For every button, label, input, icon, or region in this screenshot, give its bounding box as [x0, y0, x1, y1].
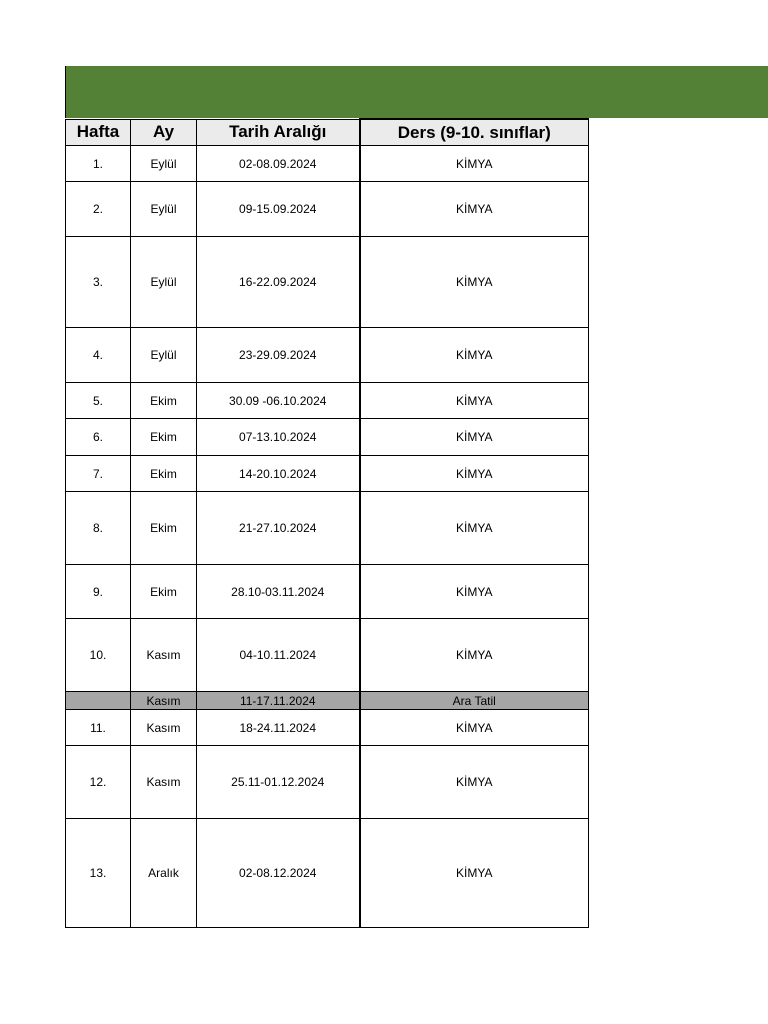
cell-date-range: 16-22.09.2024 — [197, 237, 360, 328]
cell-month: Aralık — [131, 819, 197, 928]
table-row — [66, 146, 589, 182]
header-week: Hafta — [66, 119, 131, 146]
cell-week: 3. — [66, 237, 131, 328]
cell-course: KİMYA — [360, 746, 589, 819]
cell-date-range: 02-08.12.2024 — [197, 819, 360, 928]
cell-date-range: 07-13.10.2024 — [197, 419, 360, 456]
cell-date-range: 02-08.09.2024 — [197, 146, 360, 182]
cell-month: Kasım — [131, 710, 197, 746]
cell-date-range: 23-29.09.2024 — [197, 328, 360, 383]
cell-course: KİMYA — [360, 146, 589, 182]
cell-week: 1. — [66, 146, 131, 182]
header-month: Ay — [131, 119, 197, 146]
cell-date-range: 14-20.10.2024 — [197, 456, 360, 492]
cell-month: Eylül — [131, 146, 197, 182]
cell-month: Ekim — [131, 456, 197, 492]
cell-course: KİMYA — [360, 328, 589, 383]
table-row — [66, 383, 589, 419]
cell-week: 11. — [66, 710, 131, 746]
table-row — [66, 746, 589, 819]
cell-course: KİMYA — [360, 237, 589, 328]
cell-date-range: 25.11-01.12.2024 — [197, 746, 360, 819]
table-row — [66, 456, 589, 492]
cell-course: KİMYA — [360, 456, 589, 492]
header-date-range: Tarih Aralığı — [197, 119, 360, 146]
cell-date-range: 30.09 -06.10.2024 — [197, 383, 360, 419]
cell-week: 4. — [66, 328, 131, 383]
table-row — [66, 710, 589, 746]
cell-week: 7. — [66, 456, 131, 492]
cell-date-range: 21-27.10.2024 — [197, 492, 360, 565]
cell-date-range: 28.10-03.11.2024 — [197, 565, 360, 619]
table-row — [66, 182, 589, 237]
cell-course: Ara Tatil — [360, 692, 589, 710]
cell-week: 12. — [66, 746, 131, 819]
cell-month: Eylül — [131, 182, 197, 237]
header-course: Ders (9-10. sınıflar) — [360, 119, 589, 146]
cell-week: 8. — [66, 492, 131, 565]
title-banner — [65, 66, 768, 118]
table-row — [66, 328, 589, 383]
cell-month: Eylül — [131, 328, 197, 383]
cell-month: Eylül — [131, 237, 197, 328]
banner-border — [65, 66, 66, 118]
cell-month: Kasım — [131, 619, 197, 692]
cell-date-range: 09-15.09.2024 — [197, 182, 360, 237]
table-row — [66, 619, 589, 692]
cell-week: 6. — [66, 419, 131, 456]
cell-course: KİMYA — [360, 419, 589, 456]
cell-month: Ekim — [131, 419, 197, 456]
cell-course: KİMYA — [360, 619, 589, 692]
cell-week — [66, 692, 131, 710]
cell-date-range: 04-10.11.2024 — [197, 619, 360, 692]
cell-month: Ekim — [131, 383, 197, 419]
cell-week: 13. — [66, 819, 131, 928]
table-row — [66, 819, 589, 928]
cell-month: Kasım — [131, 746, 197, 819]
cell-course: KİMYA — [360, 710, 589, 746]
cell-week: 5. — [66, 383, 131, 419]
cell-course: KİMYA — [360, 383, 589, 419]
cell-week: 2. — [66, 182, 131, 237]
table-row — [66, 492, 589, 565]
cell-month: Ekim — [131, 492, 197, 565]
cell-course: KİMYA — [360, 819, 589, 928]
cell-month: Ekim — [131, 565, 197, 619]
cell-course: KİMYA — [360, 182, 589, 237]
table-row — [66, 237, 589, 328]
table-row — [66, 565, 589, 619]
schedule-table — [65, 118, 589, 928]
cell-month: Kasım — [131, 692, 197, 710]
cell-date-range: 18-24.11.2024 — [197, 710, 360, 746]
cell-week: 9. — [66, 565, 131, 619]
cell-week: 10. — [66, 619, 131, 692]
table-row — [66, 419, 589, 456]
break-row — [66, 692, 589, 710]
cell-course: KİMYA — [360, 492, 589, 565]
cell-date-range: 11-17.11.2024 — [197, 692, 360, 710]
cell-course: KİMYA — [360, 565, 589, 619]
header-row — [66, 119, 589, 146]
